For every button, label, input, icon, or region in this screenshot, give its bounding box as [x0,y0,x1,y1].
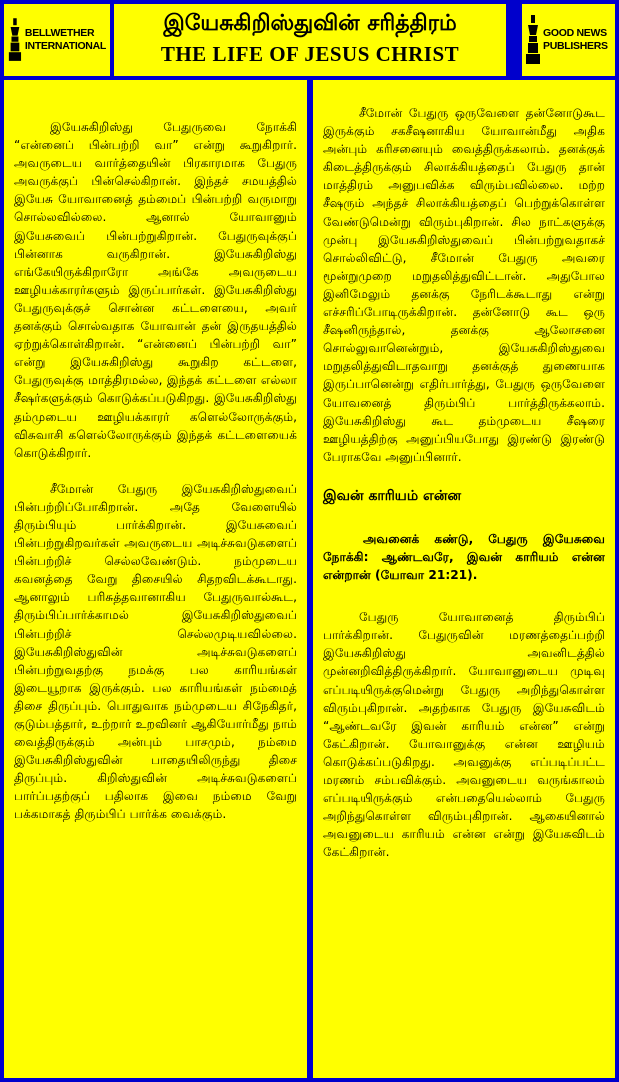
body-paragraph: சீமோன் பேதுரு இயேசுகிறிஸ்துவைப் பின்பற்றிப்போகிறான். அதே வேளையில் திரும்பியும் பார்க்கிறான். இயேசுவைப் பின்பற்றுகிறவர்கள் அவருடைய அடிச்சுவடுகளைப் பின்பற்றிச் செல்லவேண்டும். நம்முடைய கவனத்தை வேறு திசையில் சிதறவிடக்கூடாது. ஆனாலும் பரிசுத்தவானாகிய பேதுருவால்கூட, திரும்பிப்பார்க்காமல் இயேசுகிறிஸ்துவைப் பின்பற்றிச் செல்லமுடியவில்லை. இயேசுகிறிஸ்துவின் அடிச்சுவடுகளைப் பின்பற்றுவதற்கு நமக்கு பல காரியங்கள் இடையூறாக இருக்கும். பல காரியங்கள் நம்மைத் திசை திருப்பும். பொதுவாக நம்முடைய சிநேகிதர், குடும்பத்தார், உற்றார் உறவினர் ஆகியோர்மீது நாம் வைத்திருக்கும் அன்பும் பாசமும், நம்மை இயேசுகிறிஸ்துவின் பாதையிலிருந்து திசை திருப்பும். கிறிஸ்துவின் அடிச்சுவடுகளைப் பார்ப்பதற்குப் பதிலாக இவை நம்மை வேறு பக்கமாகத் திரும்பிப் பார்க்க வைக்கும். [14,481,297,822]
section-heading: இவன் காரியம் என்ன [323,487,462,504]
logo-line2: PUBLISHERS [543,40,608,52]
body-paragraph: இயேசுகிறிஸ்து பேதுருவை நோக்கி “என்னைப் பின்பற்றி வா” என்று கூறுகிறார். அவருடைய வார்த்தையின் பிரகாரமாக பேதுரு அவருக்குப் பின்செல்கிறான். இந்தச் சமயத்தில் இயேசு யோவானைத் தம்மைப் பின்பற்றி வருமாறு சொல்லவில்லை. ஆனால் யோவானும் இயேசுவைப் பின்பற்றுகிறான். பேதுருவுக்குப் பின்னாக வருகிறான். இயேசுகிறிஸ்து எங்கேயிருக்கிறாரோ அங்கே அவருடைய ஊழியக்காரர்களும் இருப்பார்கள். இயேசுகிறிஸ்து பேதுருவுக்குச் சொன்ன கட்டளையை, அவர் தனக்கும் சொல்வதாக யோவான் தன் இருதயத்தில் ஏற்றுக்கொள்கிறான். “என்னைப் பின்பற்றி வா” என்று இயேசுகிறிஸ்து கூறுகிற கட்டளை, பேதுருவுக்கு மாத்திரமல்ல, இந்தக் கட்டளை எல்லா சீஷர்களுக்கும் கொடுக்கப்படுகிறது. இயேசுகிறிஸ்து தம்முடைய ஊழியக்காரர் களெல்லோருக்கும், விசுவாசி களெல்லோருக்கும் இந்தக் கட்டளையைக் கொடுக்கிறார். [14,120,297,460]
good-news-logo [522,4,615,76]
logo-line2: INTERNATIONAL [24,40,106,52]
logo-line1: BELLWETHER [24,27,95,39]
bell-tower-icon [8,15,22,65]
bell-tower-icon [526,15,540,65]
scripture-verse: அவனைக் கண்டு, பேதுரு இயேசுவை நோக்கி: ஆண்டவரே, இவன் காரியம் என்ன என்றான் (யோவா 21:21). [323,531,605,583]
title-banner [114,4,506,76]
right-column [313,80,615,1078]
body-paragraph: சீமோன் பேதுரு ஒருவேளை தன்னோடுகூட இருக்கும் சகசீஷனாகிய யோவான்மீது அதிக அன்பும் கரிசனையும் வைத்திருக்கலாம். தனக்குக் கிடைத்திருக்கும் சிலாக்கியத்தைப் பேதுரு தான் மாத்திரம் அனுபவிக்க விரும்பவில்லை. மற்ற சீஷரும் அந்தச் சிலாக்கியத்தைப் பெற்றுக்கொள்ள வேண்டுமென்று விரும்புகிறான். சில நாட்களுக்கு முன்பு இயேசுகிறிஸ்துவைப் பின்பற்றுவதாகச் சொல்லிவிட்டு, சீமோன் பேதுரு அவரை மூன்றுமுறை மறுதலித்துவிட்டான். அதுபோல இனிமேலும் தனக்கு நேரிடக்கூடாது என்று எச்சரிப்போடிருக்கிறான். தன்னோடு கூட ஒரு சீஷனிருந்தால், தனக்கு ஆலோசனை சொல்லுவானென்றும், இயேசுகிறிஸ்துவை மறுதலித்துவிடாதவாறு தனக்குத் துணையாக இருப்பானென்று எதிர்பார்த்து, பேதுரு ஒருவேளை யோவனைத் திரும்பிப் பார்த்திருக்கலாம். இயேசுகிறிஸ்து கூட தம்முடைய சீஷரை ஊழியத்திற்கு அனுப்பியபோது இரண்டு இரண்டு பேராகவே அனுப்பினார். [323,106,605,464]
left-column [4,80,307,1078]
bellwether-logo [4,4,110,76]
body-paragraph: பேதுரு யோவானைத் திரும்பிப் பார்க்கிறான். பேதுருவின் மரணத்தைப்பற்றி இயேசுகிறிஸ்து அவனிடத்தில் முன்னறிவித்திருக்கிறார். யோவானுடைய முடிவு எப்படியிருக்குமென்று பேதுரு அறிந்துகொள்ள விரும்புகிறான். அதற்காக பேதுரு இயேசுவிடம் “ஆண்டவரே இவன் காரியம் என்ன” என்று கேட்கிறான். யோவானுக்கு என்ன ஊழியம் கொடுக்கப்படுகிறது. அவனுக்கு எப்படிப்பட்ட மரணம் சம்பவிக்கும். அவனுடைய வருங்காலம் எப்படியிருக்கும் என்பதையெல்லாம் பேதுரு அறிந்துகொள்ள விரும்புகிறான். ஆகையினால் அவனுடைய காரியம் என்ன என்று இயேசுவிடம் கேட்கிறான். [323,610,605,860]
logo-line1: GOOD NEWS [543,27,607,39]
page-title-english: THE LIFE OF JESUS CHRIST [160,42,460,66]
page-title-tamil: இயேசுகிறிஸ்துவின் சரித்திரம் [163,10,457,36]
